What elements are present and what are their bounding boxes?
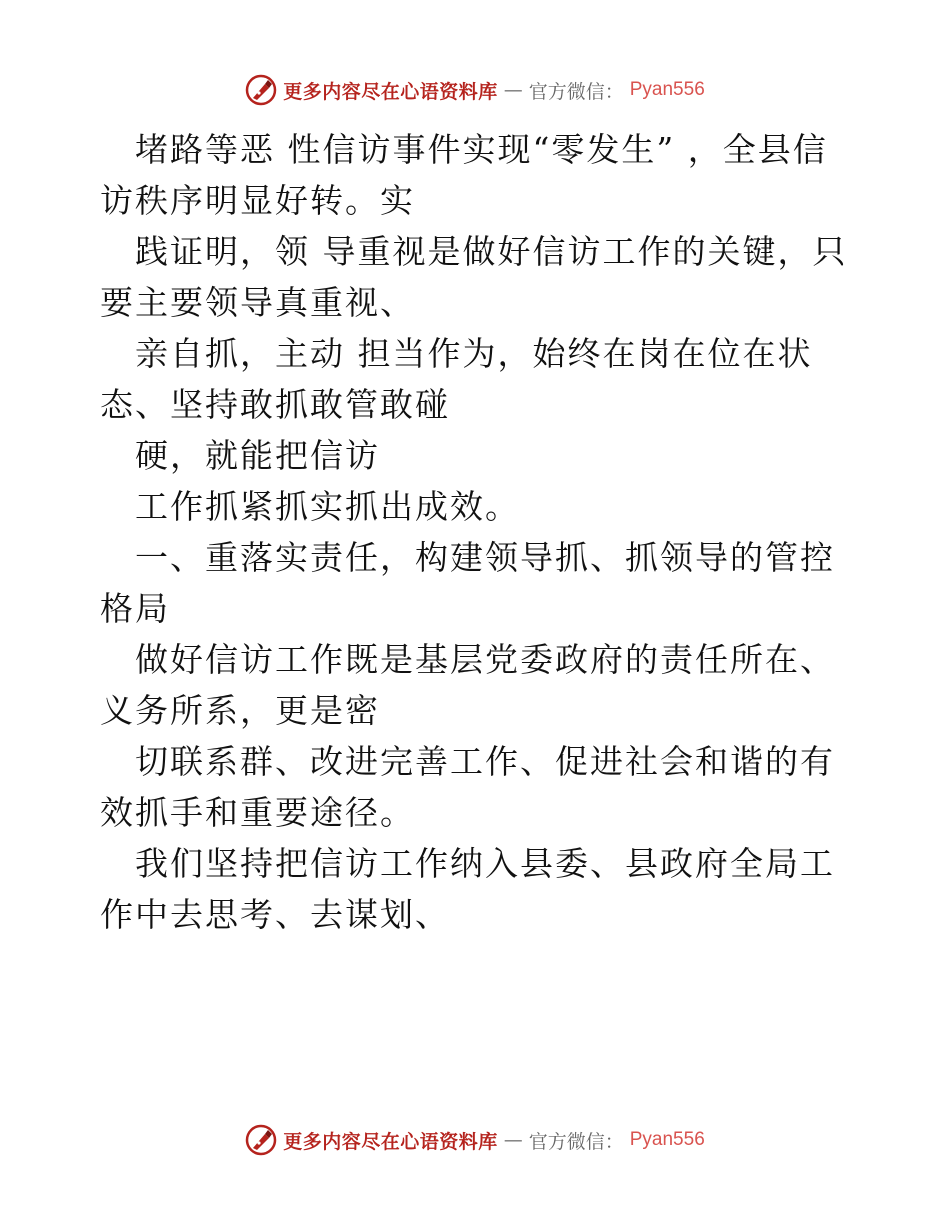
paragraph: 工作抓紧抓实抓出成效。: [135, 487, 520, 526]
watermark-wechat-id: Pyan556: [629, 79, 705, 100]
watermark-wechat-label: 官方微信：: [528, 1130, 624, 1153]
watermark-brand-text: 更多内容尽在心语资料库: [283, 1130, 498, 1153]
paragraph: 我们坚持把信访工作纳入县委、县政府全局工作中去思考、去谋划、: [100, 844, 835, 934]
paragraph: 亲自抓，主动 担当作为，始终在岗在位在状态、坚持敢抓敢管敢碰: [100, 334, 813, 424]
section-heading: 一、重落实责任，构建领导抓、抓领导的管控格局: [100, 538, 835, 628]
watermark-brand-text: 更多内容尽在心语资料库: [283, 80, 498, 103]
footer-watermark: [0, 1120, 950, 1160]
watermark-separator: —: [503, 1129, 523, 1151]
watermark-wechat-id: Pyan556: [629, 1129, 705, 1150]
paragraph: 践证明，领 导重视是做好信访工作的关键，只要主要领导真重视、: [100, 232, 848, 322]
pen-nib-logo-icon: [245, 1124, 277, 1156]
paragraph: 硬，就能把信访: [135, 436, 380, 475]
document-body: [100, 124, 856, 940]
paragraph: 做好信访工作既是基层党委政府的责任所在、义务所系，更是密: [100, 640, 835, 730]
pen-nib-logo-icon: [245, 74, 277, 106]
header-watermark: [0, 70, 950, 110]
watermark-wechat-label: 官方微信：: [528, 80, 624, 103]
paragraph: 切联系群、改进完善工作、促进社会和谐的有效抓手和重要途径。: [100, 742, 835, 832]
paragraph: 堵路等恶 性信访事件实现“零发生” ，全县信访秩序明显好转。实: [100, 130, 828, 220]
watermark-separator: —: [503, 79, 523, 101]
